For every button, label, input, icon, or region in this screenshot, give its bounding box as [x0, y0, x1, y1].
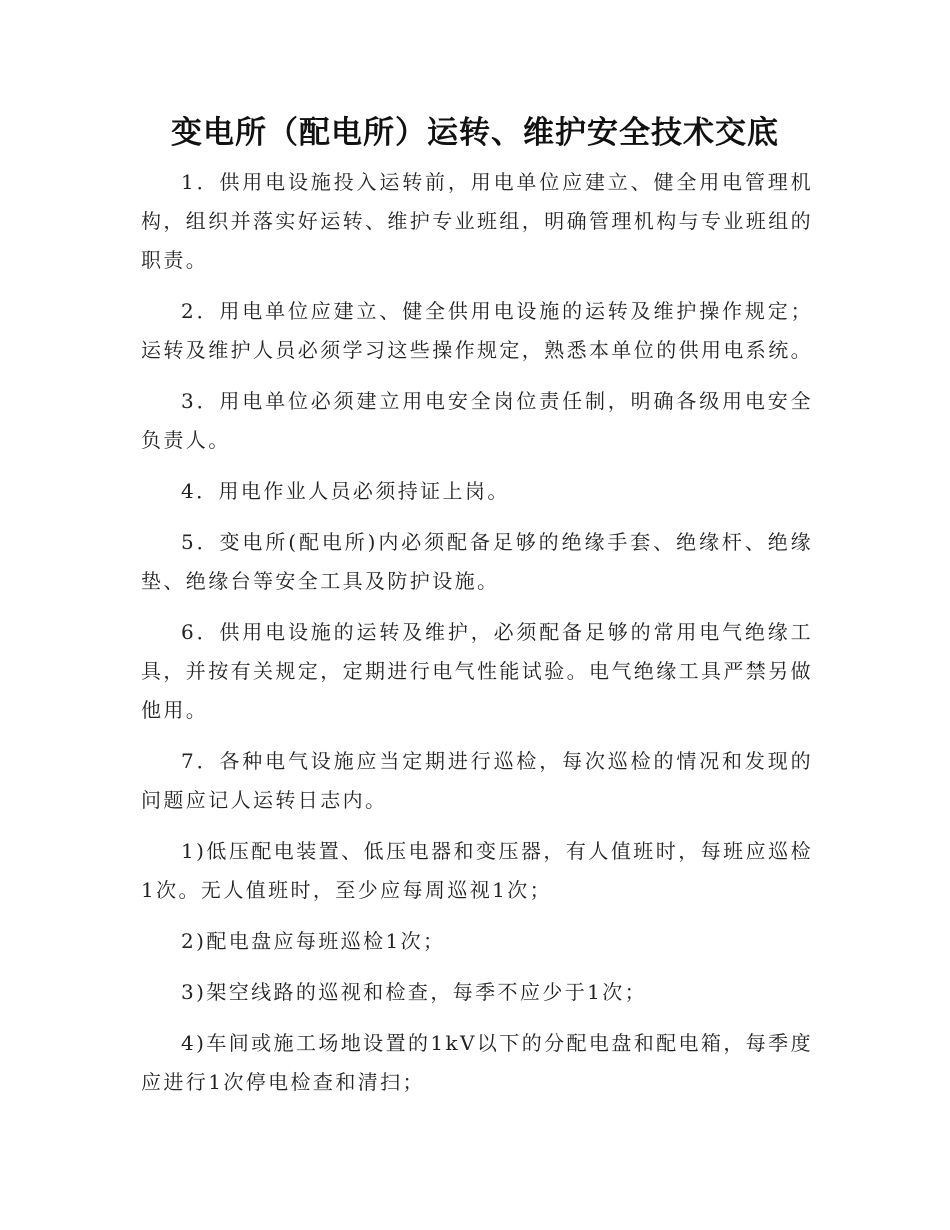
sub-item-4: 4)车间或施工场地设置的1kV以下的分配电盘和配电箱，每季度应进行1次停电检查和清扫；: [141, 1031, 813, 1094]
paragraph-7: 7．各种电气设施应当定期进行巡检，每次巡检的情况和发现的问题应记人运转日志内。: [141, 749, 813, 812]
sub-item-1: 1)低压配电装置、低压电器和变压器，有人值班时，每班应巡检1次。无人值班时，至少应每周巡视1次；: [141, 839, 813, 902]
paragraph-6: 6．供用电设施的运转及维护，必须配备足够的常用电气绝缘工具，并按有关规定，定期进行电气性能试验。电气绝缘工具严禁另做他用。: [141, 620, 813, 722]
paragraph-5: 5．变电所(配电所)内必须配备足够的绝缘手套、绝缘杆、绝缘垫、绝缘台等安全工具及防护设施。: [141, 530, 813, 593]
paragraph-4: 4．用电作业人员必须持证上岗。: [181, 479, 510, 503]
document-title: 变电所（配电所）运转、维护安全技术交底: [171, 115, 779, 151]
sub-item-2: 2)配电盘应每班巡检1次；: [181, 929, 446, 953]
paragraph-2: 2．用电单位应建立、健全供用电设施的运转及维护操作规定；运转及维护人员必须学习这些操作规定，熟悉本单位的供用电系统。: [141, 299, 813, 362]
paragraph-1: 1．供用电设施投入运转前，用电单位应建立、健全用电管理机构，组织并落实好运转、维护专业班组，明确管理机构与专业班组的职责。: [141, 170, 813, 272]
sub-item-3: 3)架空线路的巡视和检查，每季不应少于1次；: [181, 980, 648, 1004]
document-body: [141, 163, 813, 1114]
paragraph-3: 3．用电单位必须建立用电安全岗位责任制，明确各级用电安全负责人。: [141, 389, 813, 452]
